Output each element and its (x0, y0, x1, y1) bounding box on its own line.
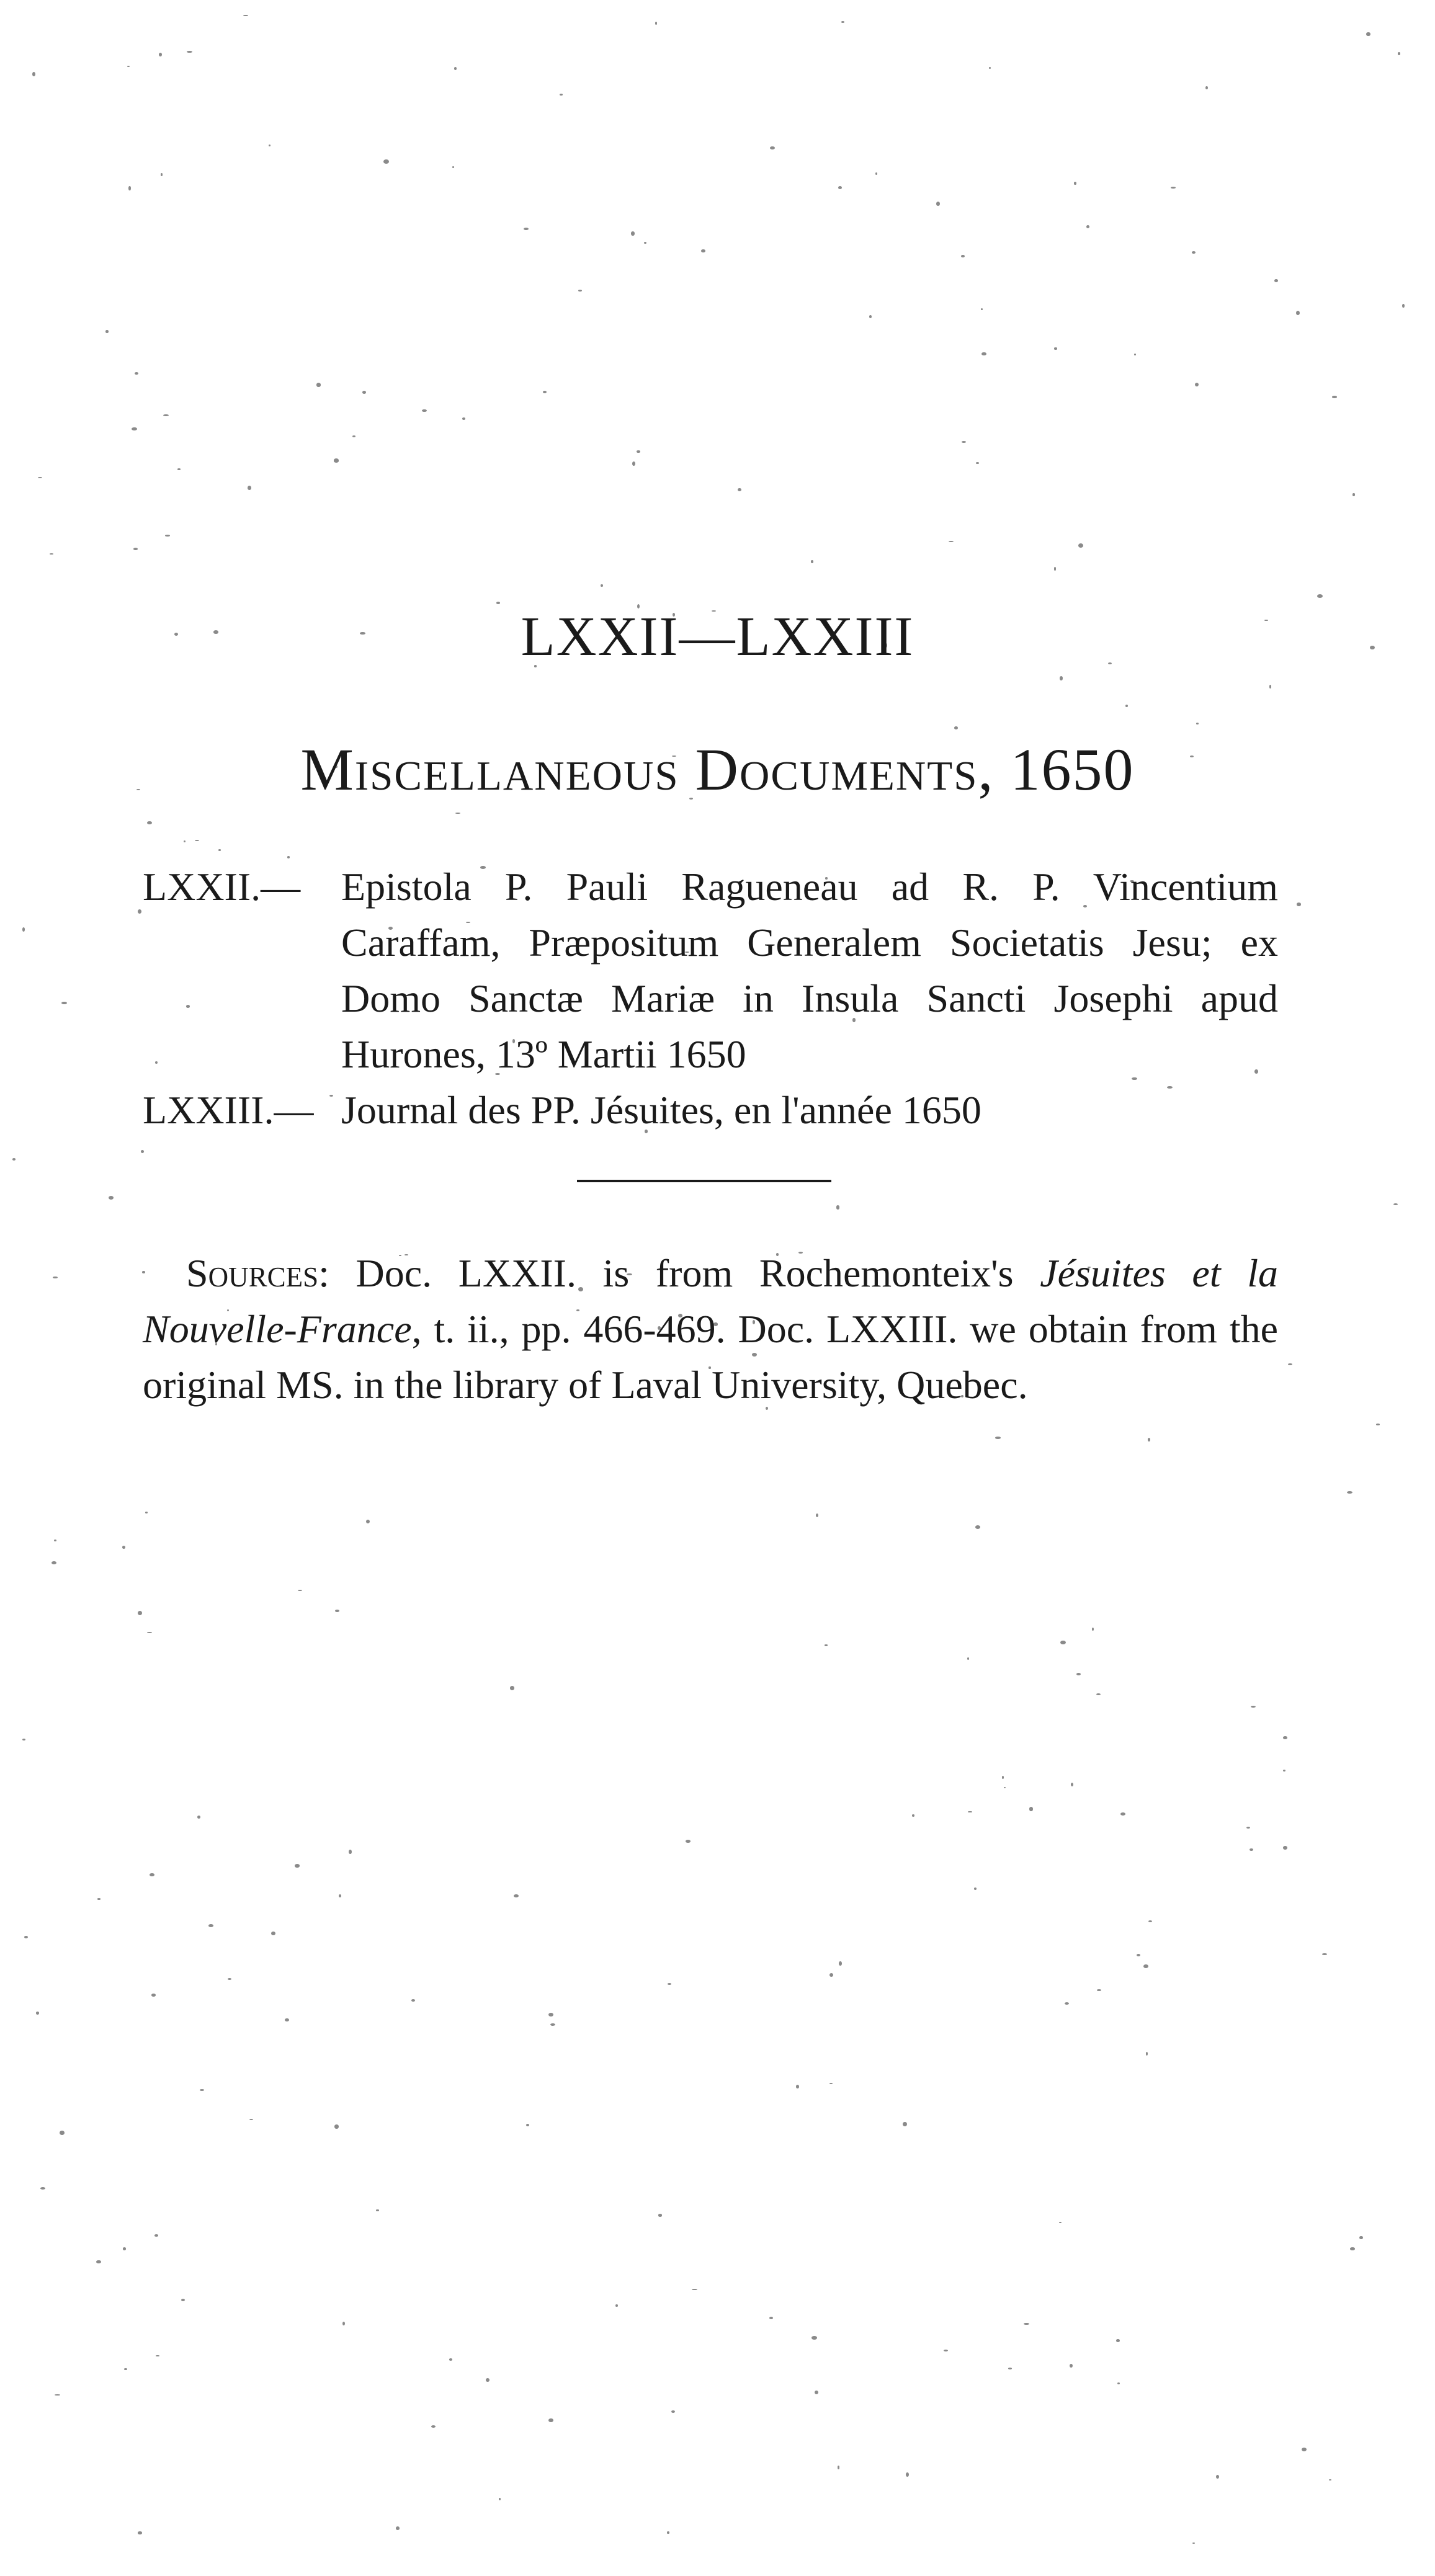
paper-speck (962, 441, 966, 443)
paper-speck (218, 849, 220, 851)
paper-speck (701, 249, 705, 252)
paper-speck (97, 1898, 101, 1899)
paper-speck (1366, 32, 1370, 37)
paper-speck (177, 468, 181, 470)
document-number: LXXII—LXXIII (521, 606, 914, 667)
paper-speck (32, 72, 35, 76)
paper-speck (770, 146, 775, 149)
paper-speck (1029, 1807, 1032, 1811)
paper-speck (615, 2304, 618, 2307)
entry-number: LXXII.— (143, 865, 301, 909)
paper-speck (1297, 902, 1301, 906)
paper-speck (1146, 2052, 1148, 2056)
paper-speck (1148, 1438, 1151, 1442)
paper-speck (961, 255, 965, 258)
paper-speck (197, 1816, 200, 1819)
paper-speck (159, 53, 161, 56)
paper-speck (38, 477, 42, 478)
paper-speck (1317, 594, 1323, 598)
paper-speck (184, 840, 186, 842)
paper-speck (51, 1561, 56, 1564)
paper-speck (123, 2247, 127, 2250)
paper-speck (195, 840, 199, 841)
paper-speck (1269, 685, 1272, 689)
section-divider (577, 1180, 831, 1182)
paper-speck (1283, 1846, 1287, 1850)
paper-speck (1216, 2475, 1219, 2479)
paper-speck (1302, 2448, 1307, 2451)
paper-speck (295, 1864, 300, 1867)
paper-speck (1376, 1424, 1380, 1425)
paper-speck (829, 2083, 833, 2084)
paper-speck (105, 330, 108, 332)
paper-speck (1393, 1203, 1398, 1205)
paper-speck (449, 2358, 452, 2360)
paper-speck (1192, 2543, 1195, 2544)
entry-text: Journal des PP. Jésuites, en l'année 1650 (341, 1088, 981, 1132)
paper-speck (1246, 1827, 1250, 1829)
paper-speck (1116, 2339, 1120, 2343)
paper-speck (147, 1632, 153, 1633)
sources-text-1: Doc. LXXII. is from Rochemonteix's (329, 1251, 1040, 1295)
paper-speck (54, 1540, 56, 1542)
paper-speck (836, 1205, 840, 1209)
paper-speck (1074, 182, 1076, 184)
paper-speck (686, 1840, 691, 1843)
paper-speck (944, 2350, 949, 2351)
paper-speck (349, 1850, 351, 1854)
paper-speck (40, 2187, 46, 2190)
paper-speck (24, 1936, 28, 1938)
paper-speck (1350, 2247, 1354, 2250)
paper-speck (22, 927, 25, 932)
paper-speck (692, 2289, 697, 2291)
paper-speck (1143, 1964, 1148, 1968)
paper-speck (383, 159, 389, 164)
paper-speck (1171, 187, 1176, 188)
paper-speck (127, 66, 130, 67)
paper-speck (989, 67, 991, 69)
contents-entry (143, 859, 1278, 1082)
paper-speck (1137, 1954, 1140, 1956)
paper-speck (150, 1873, 154, 1876)
paper-speck (903, 2122, 906, 2126)
paper-speck (738, 488, 741, 491)
paper-speck (1134, 354, 1137, 355)
paper-speck (145, 1512, 147, 1513)
paper-speck (981, 308, 983, 310)
paper-speck (667, 2531, 669, 2534)
paper-speck (869, 315, 872, 318)
paper-speck (816, 1513, 818, 1517)
paper-speck (550, 2023, 555, 2026)
paper-speck (285, 2018, 289, 2021)
paper-speck (514, 1894, 519, 1897)
paper-speck (1329, 2479, 1331, 2480)
paper-speck (658, 2214, 663, 2216)
paper-speck (543, 391, 547, 393)
paper-speck (838, 2466, 840, 2469)
contents-entry (143, 1082, 1278, 1138)
paper-speck (248, 486, 251, 490)
paper-speck (1059, 2222, 1062, 2223)
paper-speck (601, 584, 603, 587)
paper-speck (968, 1811, 972, 1813)
paper-speck (496, 602, 500, 604)
sources-colon: : (318, 1251, 329, 1295)
paper-speck (132, 427, 136, 430)
paper-speck (825, 1644, 828, 1646)
paper-speck (1251, 1706, 1256, 1708)
paper-speck (796, 2085, 799, 2088)
paper-speck (335, 1610, 339, 1612)
paper-speck (352, 435, 355, 437)
paper-speck (452, 166, 455, 168)
paper-speck (161, 173, 163, 176)
paper-speck (243, 15, 248, 17)
paper-speck (1117, 2382, 1120, 2384)
paper-speck (1092, 1628, 1094, 1631)
paper-speck (954, 726, 958, 729)
paper-speck (1296, 311, 1300, 315)
paper-speck (156, 2355, 159, 2356)
paper-speck (1192, 251, 1196, 254)
paper-speck (122, 1546, 125, 1549)
document-title: Miscellaneous Documents, 1650 (300, 736, 1135, 803)
paper-speck (1002, 1776, 1004, 1779)
paper-speck (811, 2336, 816, 2340)
paper-speck (124, 2368, 127, 2371)
paper-speck (163, 414, 169, 416)
sources-italic-title: Jésuites et la Nouvelle-France (143, 1251, 1279, 1351)
paper-speck (1359, 2236, 1363, 2239)
paper-speck (55, 2394, 60, 2396)
paper-speck (578, 290, 583, 291)
paper-speck (1078, 543, 1083, 548)
paper-speck (655, 22, 657, 24)
paper-speck (366, 1520, 370, 1523)
paper-speck (631, 231, 635, 235)
paper-speck (829, 1973, 833, 1977)
paper-speck (769, 2317, 773, 2319)
paper-speck (1120, 1812, 1126, 1816)
paper-speck (36, 2012, 40, 2015)
paper-speck (61, 1002, 67, 1005)
paper-speck (249, 2119, 253, 2120)
paper-speck (1054, 347, 1057, 349)
paper-speck (96, 2260, 101, 2263)
paper-speck (376, 2209, 379, 2211)
paper-speck (181, 2299, 185, 2301)
paper-speck (133, 548, 138, 550)
paper-speck (526, 2124, 529, 2127)
paper-speck (1249, 1848, 1253, 1851)
paper-speck (269, 145, 270, 146)
paper-speck (53, 1277, 57, 1279)
paper-speck (841, 21, 844, 23)
paper-speck (271, 1932, 275, 1936)
paper-speck (141, 1150, 144, 1153)
paper-speck (109, 1196, 114, 1200)
paper-speck (912, 1814, 914, 1816)
paper-speck (462, 417, 465, 420)
paper-speck (334, 2124, 339, 2128)
paper-speck (838, 186, 843, 190)
paper-speck (1065, 2002, 1069, 2005)
paper-speck (632, 461, 635, 466)
paper-speck (1398, 52, 1400, 55)
paper-speck (671, 2410, 675, 2413)
paper-speck (1352, 493, 1355, 496)
paper-speck (396, 2526, 400, 2530)
paper-speck (1283, 1736, 1287, 1739)
paper-speck (644, 242, 646, 244)
paper-speck (147, 821, 153, 825)
paper-speck (287, 856, 290, 858)
paper-speck (362, 391, 366, 394)
paper-speck (12, 1158, 16, 1160)
paper-speck (839, 1961, 841, 1966)
paper-speck (138, 2531, 142, 2534)
paper-speck (1086, 225, 1090, 229)
paper-speck (1071, 1783, 1073, 1786)
entry-number: LXXIII.— (143, 1088, 314, 1132)
paper-speck (1402, 304, 1404, 308)
paper-speck (548, 2418, 553, 2423)
paper-speck (975, 1525, 980, 1529)
paper-speck (1274, 279, 1278, 282)
paper-speck (811, 560, 813, 563)
paper-speck (138, 1611, 142, 1615)
paper-speck (1332, 396, 1337, 398)
paper-speck (151, 1994, 156, 1997)
sources-label: Sources (186, 1251, 319, 1295)
paper-speck (1008, 2368, 1012, 2369)
paper-speck (200, 2089, 204, 2091)
paper-speck (560, 94, 563, 96)
paper-speck (135, 372, 139, 375)
paper-speck (499, 2498, 501, 2500)
paper-speck (165, 535, 170, 537)
paper-speck (1070, 2364, 1073, 2368)
paper-speck (524, 228, 529, 230)
paper-speck (1004, 1787, 1006, 1789)
paper-speck (342, 2322, 345, 2326)
paper-speck (422, 409, 427, 412)
paper-speck (1060, 676, 1063, 680)
paper-speck (339, 1894, 341, 1897)
paper-speck (454, 67, 457, 70)
paper-speck (1097, 1989, 1101, 1991)
paper-speck (875, 172, 877, 175)
paper-speck (60, 2131, 64, 2135)
paper-speck (455, 813, 461, 814)
paper-speck (1076, 1673, 1081, 1675)
paper-speck (1060, 1641, 1066, 1644)
paper-speck (976, 462, 979, 464)
paper-speck (981, 352, 986, 356)
paper-speck (22, 1739, 25, 1740)
paper-speck (548, 2013, 553, 2017)
paper-speck (228, 1978, 231, 1981)
paper-speck (1148, 1920, 1152, 1922)
paper-speck (486, 2378, 490, 2382)
paper-speck (1024, 2323, 1029, 2325)
paper-speck (967, 1657, 969, 1660)
paper-speck (668, 1983, 671, 1985)
paper-speck (637, 450, 641, 452)
paper-speck (334, 458, 339, 462)
paper-speck (974, 1887, 977, 1890)
paper-speck (1283, 1770, 1286, 1772)
paper-speck (138, 909, 141, 914)
paper-speck (411, 1999, 416, 2002)
paper-speck (298, 1590, 302, 1591)
paper-speck (815, 2391, 818, 2394)
paper-speck (1205, 86, 1208, 90)
paper-speck (1054, 567, 1057, 571)
sources-paragraph (143, 1246, 1278, 1413)
paper-speck (1125, 705, 1128, 707)
paper-speck (208, 1924, 213, 1927)
paper-speck (187, 51, 192, 53)
paper-speck (128, 186, 130, 190)
paper-speck (906, 2472, 909, 2477)
paper-speck (1322, 1953, 1327, 1955)
paper-speck (949, 541, 954, 542)
paper-speck (1195, 383, 1199, 386)
sources-text-2: , t. ii., pp. 466-469. Doc. LXXIII. we obtain from the original MS. in the library of Laval University, Quebec. (143, 1307, 1278, 1407)
paper-speck (936, 202, 940, 206)
paper-speck (1347, 1491, 1352, 1494)
paper-speck (50, 553, 54, 555)
paper-speck (154, 2234, 158, 2236)
paper-speck (431, 2425, 436, 2428)
paper-speck (1196, 723, 1199, 724)
paper-speck (995, 1437, 1001, 1439)
paper-speck (316, 383, 321, 386)
entry-text: Epistola P. Pauli Ragueneau ad R. P. Vincentium Caraffam, Præpositum Generalem Societatis Jesu; ex Domo Sanctæ Mariæ in Insula Sancti Josephi apud Hurones, 13º Martii 1650 (341, 865, 1278, 1076)
paper-speck (510, 1686, 514, 1690)
paper-speck (1288, 1363, 1292, 1365)
paper-speck (1096, 1693, 1101, 1695)
